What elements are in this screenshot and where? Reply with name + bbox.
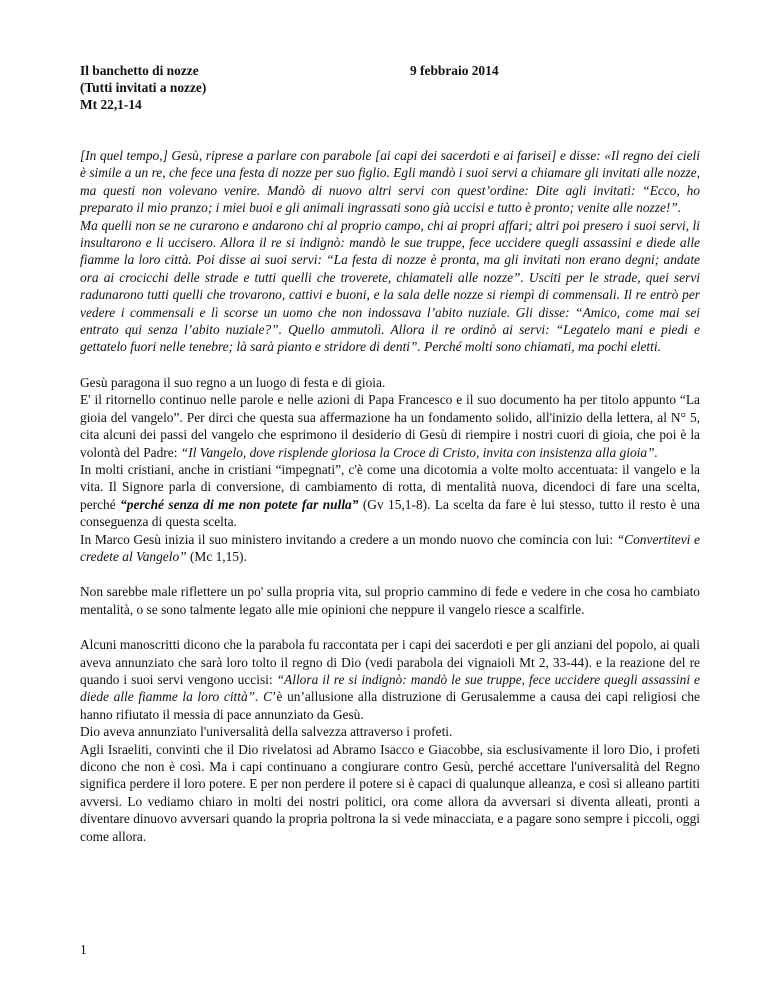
document-page [80, 62, 700, 845]
commentary-block-1 [80, 374, 700, 565]
subtitle-line: (Tutti invitati a nozze) [80, 80, 207, 95]
commentary-block-2 [80, 583, 700, 618]
gospel-paragraph-1: [In quel tempo,] Gesù, riprese a parlare con parabole [ai capi dei sacerdoti e ai farisei] e disse: «Il regno dei cieli è simile a un re, che fece una festa di nozze per suo figlio. Egli mandò i suoi servi a chiamare gli invitati alle nozze, ma questi non volevano venire. Mandò di nuovo altri servi con quest’ordine: Dite agli invitati: “Ecco, ho preparato il mio pranzo; i miei buoi e gli animali ingrassati sono già uccisi e tutto è pronto; venite alle nozze!”. [80, 148, 700, 216]
title-block [80, 62, 380, 113]
reference-line: Mt 22,1-14 [80, 97, 142, 112]
gospel-paragraph-2: Ma quelli non se ne curarono e andarono chi al proprio campo, chi ai propri affari; altri poi presero i suoi servi, li insultarono e li uccisero. Allora il re si indignò: mandò le sue truppe, fece uccidere quegli assassini e diede alle fiamme la loro città. Poi disse ai suoi servi: “La festa di nozze è pronta, ma gli invitati non erano degni; andate ora ai crocicchi delle strade e tutti quelli che troverete, chiamateli alle nozze”. Usciti per le strade, quei servi radunarono tutti quelli che trovarono, cattivi e buoni, e la sala delle nozze si riempì di commensali. Il re entrò per vedere i commensali e lì scorse un uomo che non indossava l’abito nuziale. Gli disse: “Amico, come mai sei entrato qui senza l’abito nuziale?”. Quello ammutolì. Allora il re ordinò ai servi: “Legatelo mani e piedi e gettatelo fuori nelle tenebre; là sarà pianto e stridore di denti”. Perché molti sono chiamati, ma pochi eletti. [80, 217, 700, 355]
quote: “Allora il re si indignò: mandò le sue truppe, fece uccidere quegli assassini e diede alle fiamme la loro città”. C [80, 671, 700, 705]
commentary-paragraph: Non sarebbe male riflettere un po' sulla propria vita, sul proprio cammino di fede e vedere in che cosa ho cambiato mentalità, o se sono talmente legato alle mie opinioni che neppure il vangelo riesce a scalfirle. [80, 584, 700, 617]
commentary-paragraph: In Marco Gesù inizia il suo ministero invitando a credere a un mondo nuovo che comincia con lui: “Convertitevi e credete al Vangelo” (Mc 1,15). [80, 531, 700, 564]
commentary-paragraph: Alcuni manoscritti dicono che la parabola fu raccontata per i capi dei sacerdoti e per gli anziani del popolo, ai quali aveva annunziato che sarà loro tolto il regno di Dio (vedi parabola dei vignaioli Mt 2, 33-44). e la reazione del re quando i suoi servi vengono uccisi: “Allora il re si indignò: mandò le sue truppe, fece uccidere quegli assassini e diede alle fiamme la loro città”. C’è un’allusione alla distruzione di Gerusalemme a causa dei capi religiosi che hanno rifiutato il messia di pace annunziato da Gesù. [80, 637, 700, 722]
commentary-paragraph: Agli Israeliti, convinti che il Dio rivelatosi ad Abramo Isacco e Giacobbe, sia esclusivamente il loro Dio, i profeti dicono che non è così. Ma i capi continuano a congiurare contro Gesù, perché accettare l'universalità del Regno significa perdere il loro potere. E per non perdere il potere si è capaci di qualunque alleanza, e così si alleano partiti avversi. Lo vediamo chiaro in molti dei nostri politici, ora come allora da avversari si diventa alleati, pronti a diventare dinuovo avversari quando la propria poltrona la si vede minacciata, e a pagare sono sempre i piccoli, oggi come allora. [80, 741, 700, 844]
commentary-paragraph: Gesù paragona il suo regno a un luogo di festa e di gioia. [80, 374, 386, 390]
commentary-paragraph: E' il ritornello continuo nelle parole e nelle azioni di Papa Francesco e il suo documento ha per titolo appunto “La gioia del vangelo”. Per dirci che questa sua affermazione ha un fondamento solido, all'inizio della lettera, al N° 5, cita alcuni dei passi del vangelo che esprimono il desiderio di Gesù di riempire i nostri cuori di gioia, che poi è la volontà del Padre: “Il Vangelo, dove risplende gloriosa la Croce di Cristo, invita con insistenza alla gioia”. [80, 392, 700, 460]
date: 9 febbraio 2014 [410, 63, 499, 78]
commentary-paragraph: Dio aveva annunziato l'universalità della salvezza attraverso i profeti. [80, 724, 453, 740]
page-number: 1 [80, 942, 87, 957]
quote: “Convertitevi e credete al Vangelo” [80, 531, 700, 564]
quote: “perché senza di me non potete far nulla” [120, 496, 359, 512]
document-header [80, 62, 700, 113]
commentary-block-3 [80, 636, 700, 845]
commentary-paragraph: In molti cristiani, anche in cristiani “impegnati”, c'è come una dicotomia a volte molto accentuata: il vangelo e la vita. Il Signore parla di conversione, di cambiamento di rotta, di mentalità nuova, dicendoci di fare una scelta, perché “perché senza di me non potete far nulla” (Gv 15,1-8). La scelta da fare è lui stesso, tutto il resto è una conseguenza di questa scelta. [80, 461, 700, 530]
quote: “Il Vangelo, dove risplende gloriosa la Croce di Cristo, invita con insistenza alla gioia”. [180, 444, 658, 460]
title-line: Il banchetto di nozze [80, 63, 199, 78]
